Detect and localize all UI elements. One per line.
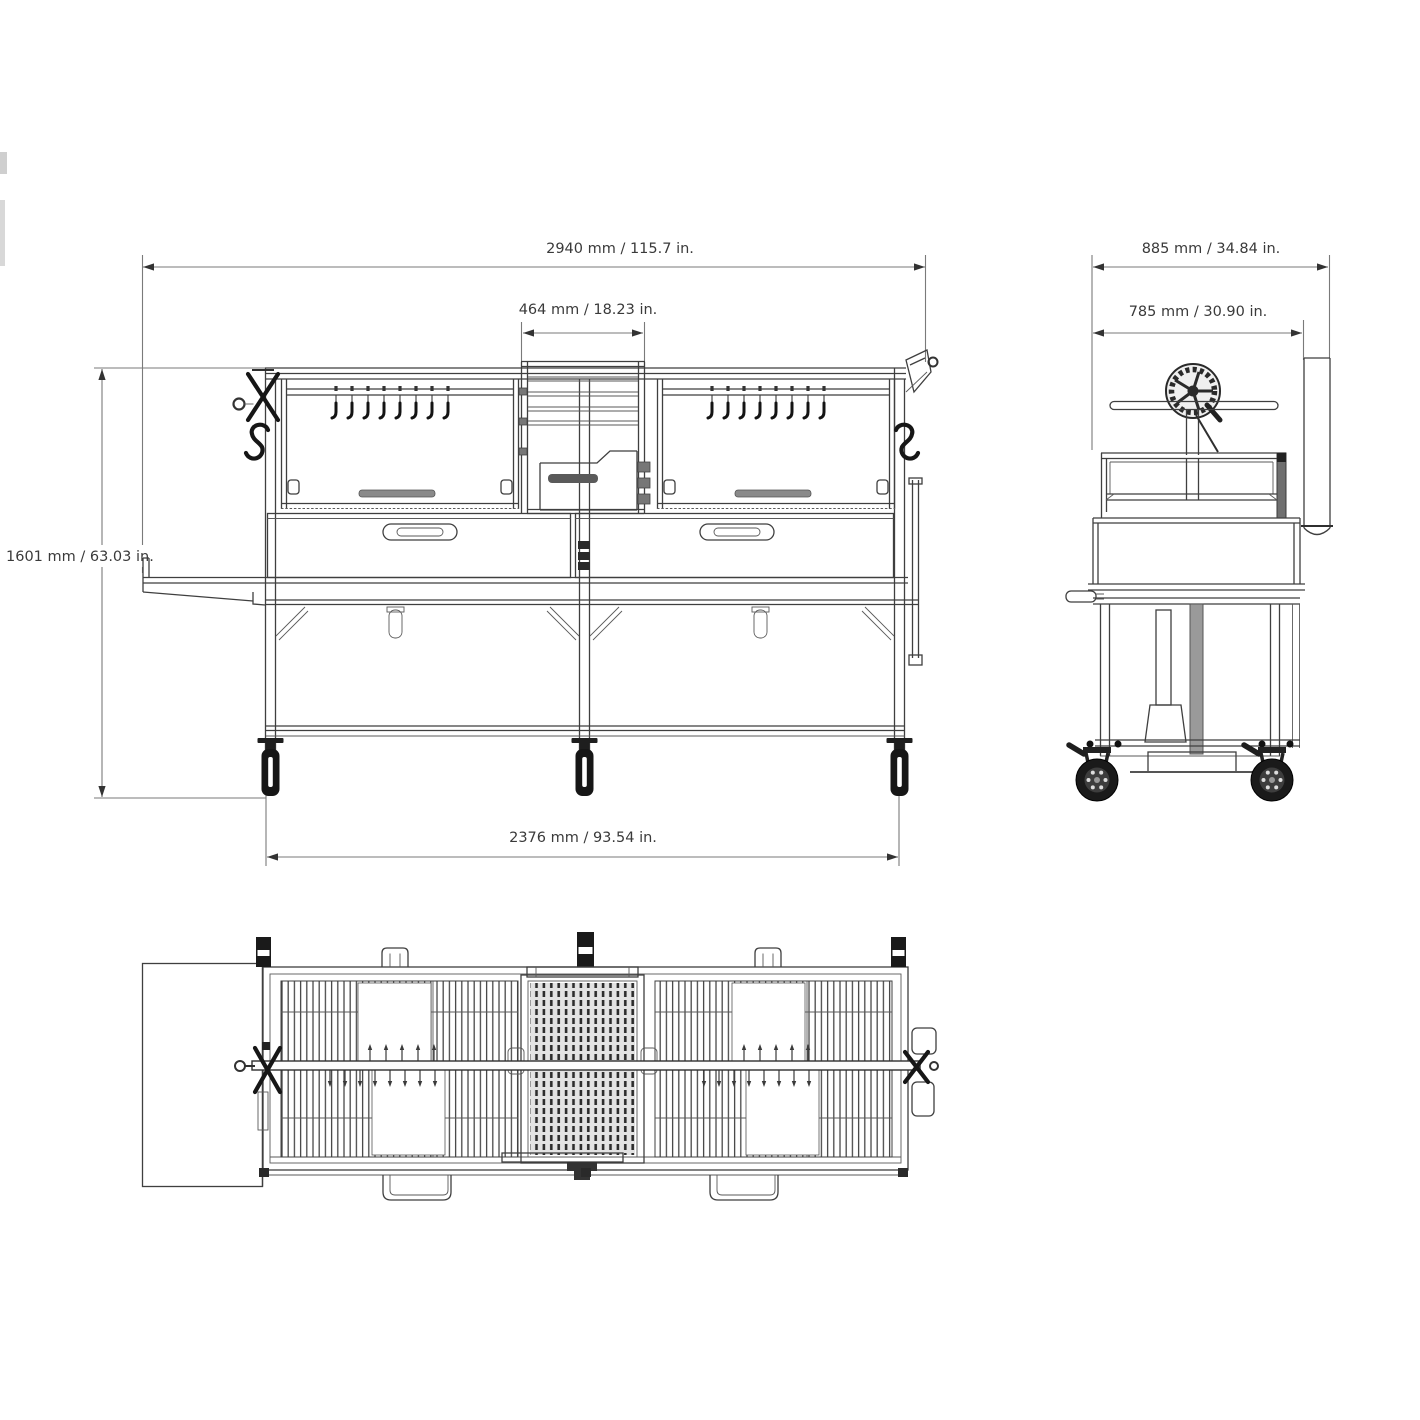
chamber-back-wall (1277, 453, 1286, 518)
ash-post (1156, 610, 1171, 705)
center-section-plan (502, 967, 657, 1180)
dim-overall-width-label: 2940 mm / 115.7 in. (546, 241, 694, 257)
lift-ring (929, 358, 938, 367)
center-spit-tower (519, 362, 650, 514)
caster-wheel (572, 738, 598, 796)
brand-logo (548, 474, 598, 483)
side-chamber (1101, 453, 1286, 518)
s-hook (246, 425, 268, 459)
side-view (1066, 241, 1333, 801)
spit-right-crank (905, 1028, 938, 1116)
drawer-divider-latch (578, 541, 590, 570)
dim-body-depth-label: 785 mm / 30.90 in. (1128, 304, 1268, 320)
dim-overall-depth-label: 885 mm / 34.84 in. (1141, 241, 1281, 257)
side-shelf-plan (143, 964, 263, 1187)
work-table (143, 558, 918, 605)
corner-clip (288, 480, 299, 494)
front-bottom-rails (266, 726, 905, 736)
fire-drawers (268, 514, 894, 578)
right-ratchet-mechanism (896, 350, 938, 665)
top-view (143, 932, 939, 1200)
dim-body-depth (1093, 304, 1304, 360)
table-braces (276, 607, 894, 640)
drawer-handle-right (700, 524, 774, 540)
lift-ring (234, 399, 245, 410)
spit-left-bracket (235, 1042, 280, 1130)
ash-foot (1145, 705, 1186, 742)
screen-edge-artifact (0, 152, 7, 266)
dim-base-width (266, 792, 899, 866)
caster-wheel (258, 738, 284, 796)
bottom-tray (1148, 752, 1236, 772)
dim-spit-section-width-label: 464 mm / 18.23 in. (518, 302, 658, 318)
right-grill-chamber (657, 379, 895, 509)
front-view (2, 241, 938, 866)
under-table-clip (754, 610, 767, 638)
side-handle (1066, 591, 1096, 602)
plan-feet (259, 1168, 908, 1177)
rear-duct (1301, 358, 1333, 535)
s-hook (896, 425, 918, 459)
side-body (1066, 518, 1305, 604)
vent-slot (735, 490, 811, 497)
corner-clip (501, 480, 512, 494)
meat-hooks-right (708, 386, 826, 418)
left-ratchet-mechanism (234, 370, 279, 459)
left-grill-chamber (281, 379, 519, 509)
corner-clip (664, 480, 675, 494)
corner-clip (877, 480, 888, 494)
side-cart (1087, 604, 1301, 772)
crank-wheel (1166, 364, 1220, 420)
dim-base-width-label: 2376 mm / 93.54 in. (509, 830, 657, 846)
vent-slot (359, 490, 435, 497)
drawer-handle-left (383, 524, 457, 540)
dim-overall-height-label: 1601 mm / 63.03 in. (6, 549, 154, 565)
meat-hooks-left (332, 386, 450, 418)
under-table-clip (389, 610, 402, 638)
caster-wheel (887, 738, 913, 796)
dim-overall-depth (1092, 241, 1330, 450)
dim-spit-section-width (519, 302, 658, 362)
lift-column (1190, 604, 1203, 754)
brasero-box (527, 451, 644, 514)
caster-wheel (1069, 745, 1118, 801)
tower-hinge-blocks (519, 388, 650, 504)
plan-posts (256, 932, 906, 967)
